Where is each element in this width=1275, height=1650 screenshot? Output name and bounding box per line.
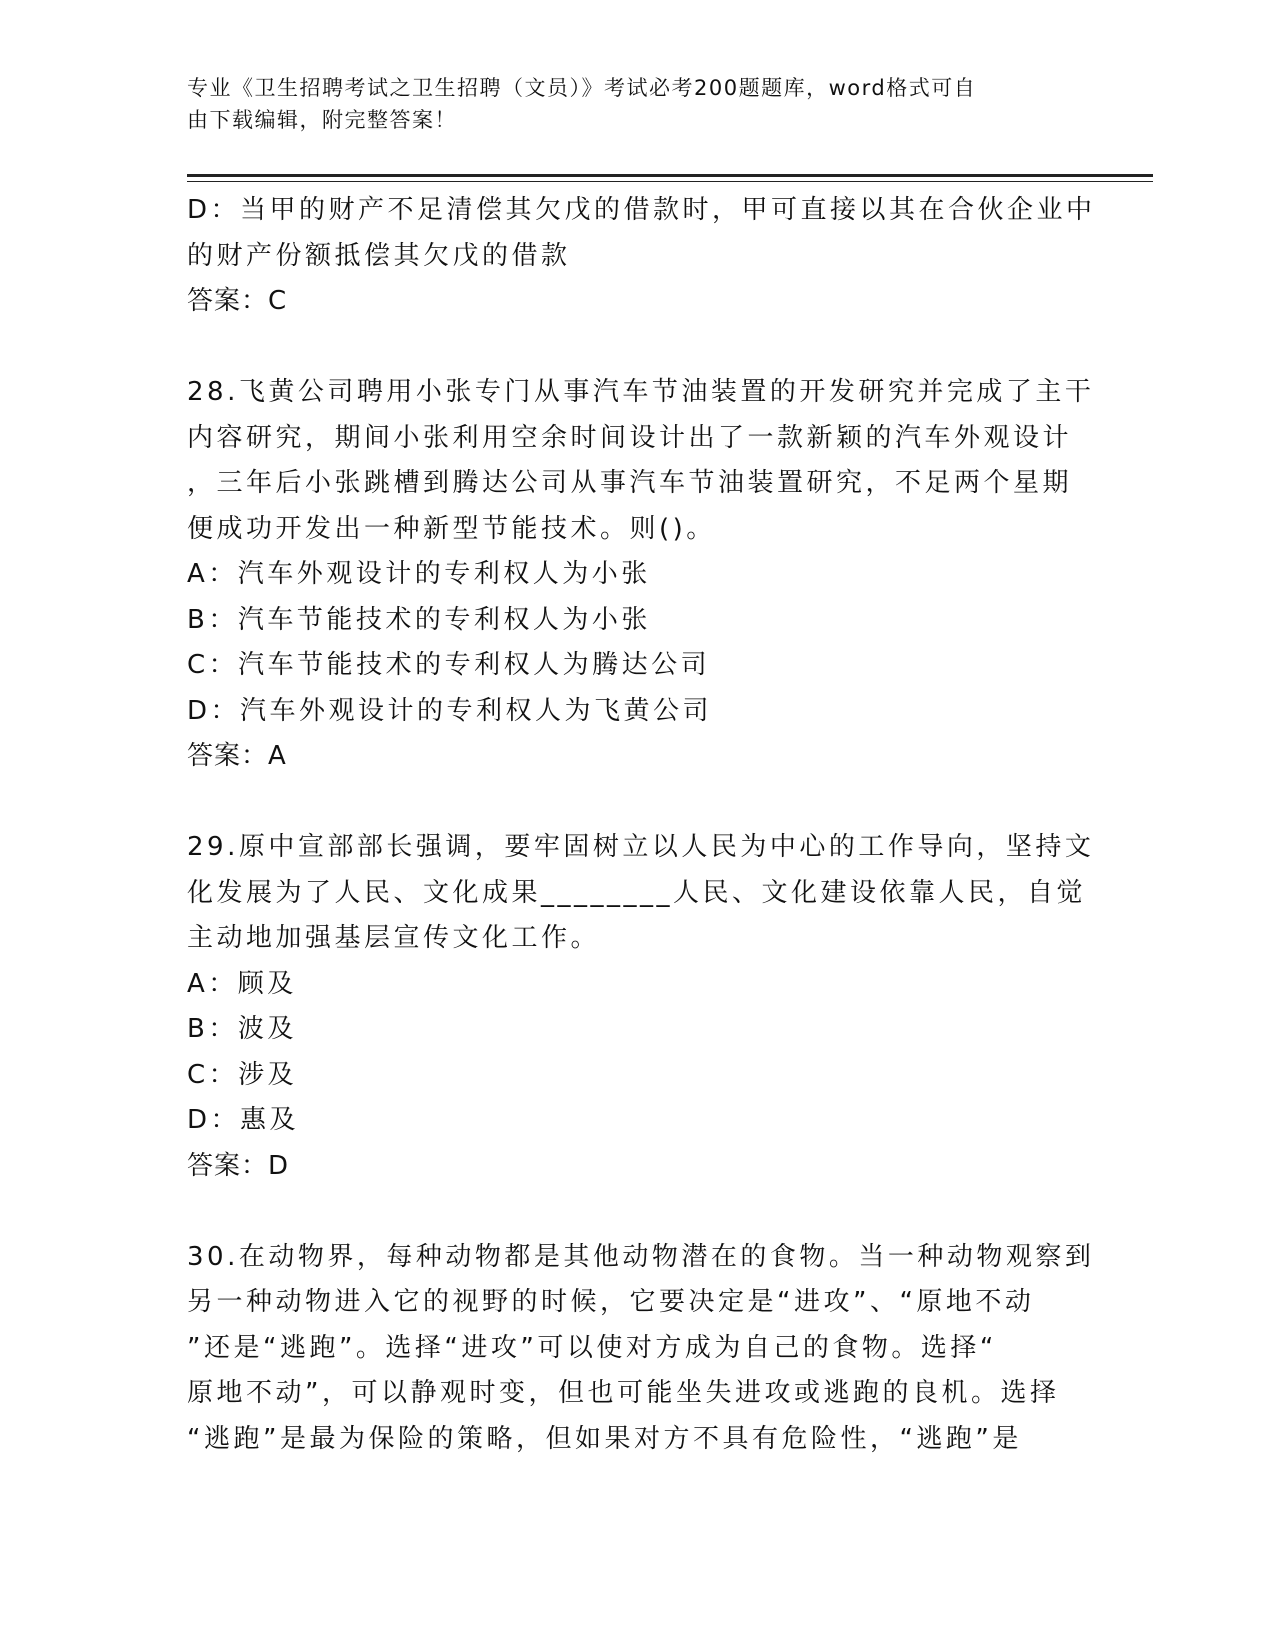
- question-stem-line: 另一种动物进入它的视野的时候，它要决定是“进攻”、“原地不动: [187, 1287, 1035, 1317]
- question-stem-line: 30.在动物界，每种动物都是其他动物潜在的食物。当一种动物观察到: [187, 1241, 1095, 1272]
- question-stem-line: ”还是“逃跑”。选择“进攻”可以使对方成为自己的食物。选择“: [187, 1332, 997, 1363]
- header-title-line-2: 由下载编辑，附完整答案！: [187, 108, 457, 132]
- option-d: D：汽车外观设计的专利权人为飞黄公司: [187, 695, 713, 726]
- answer-label: 答案：A: [187, 741, 287, 771]
- prev-question-block: [187, 188, 1096, 325]
- header-divider-thin: [187, 181, 1153, 182]
- answer-label: 答案：D: [187, 1150, 290, 1181]
- question-stem-line: 原地不动”，可以静观时变，但也可能坐失进攻或逃跑的良机。选择: [187, 1378, 1060, 1408]
- question-stem-line: 主动地加强基层宣传文化工作。: [187, 923, 601, 953]
- question-stem-line: ，三年后小张跳槽到腾达公司从事汽车节油装置研究，不足两个星期: [187, 468, 1073, 498]
- question-29: [187, 825, 1095, 1189]
- question-stem-line: 化发展为了人民、文化成果________人民、文化建设依靠人民，自觉: [187, 877, 1087, 908]
- option-d: D：惠及: [187, 1105, 300, 1135]
- spacer: [187, 325, 1087, 371]
- spacer: [187, 1189, 1087, 1235]
- header-divider-thick: [187, 174, 1153, 177]
- option-b: B：汽车节能技术的专利权人为小张: [187, 604, 651, 635]
- question-stem-line: 便成功开发出一种新型节能技术。则()。: [187, 513, 716, 544]
- answer-label: 答案：C: [187, 286, 288, 316]
- option-d-line-1: D：当甲的财产不足清偿其欠戊的借款时，甲可直接以其在合伙企业中: [187, 195, 1096, 225]
- question-stem-line: 29.原中宣部部长强调，要牢固树立以人民为中心的工作导向，坚持文: [187, 832, 1095, 862]
- question-stem-line: 28.飞黄公司聘用小张专门从事汽车节油装置的开发研究并完成了主干: [187, 377, 1095, 407]
- option-c: C：汽车节能技术的专利权人为腾达公司: [187, 650, 711, 680]
- option-a: A：汽车外观设计的专利权人为小张: [187, 559, 651, 589]
- spacer: [187, 780, 1087, 826]
- option-b: B：波及: [187, 1014, 297, 1044]
- document-body: [187, 188, 1096, 1462]
- option-d-line-2: 的财产份额抵偿其欠戊的借款: [187, 240, 571, 271]
- question-stem-line: “逃跑”是最为保险的策略，但如果对方不具有危险性，“逃跑”是: [187, 1423, 1022, 1454]
- question-stem-line: 内容研究，期间小张利用空余时间设计出了一款新颖的汽车外观设计: [187, 422, 1073, 453]
- question-28: [187, 370, 1095, 780]
- option-c: C：涉及: [187, 1059, 298, 1090]
- option-a: A：顾及: [187, 968, 297, 999]
- page-header: [187, 72, 1087, 136]
- question-30: [187, 1235, 1095, 1463]
- header-title-line-1: 专业《卫生招聘考试之卫生招聘（文员）》考试必考200题题库，word格式可自: [187, 76, 977, 100]
